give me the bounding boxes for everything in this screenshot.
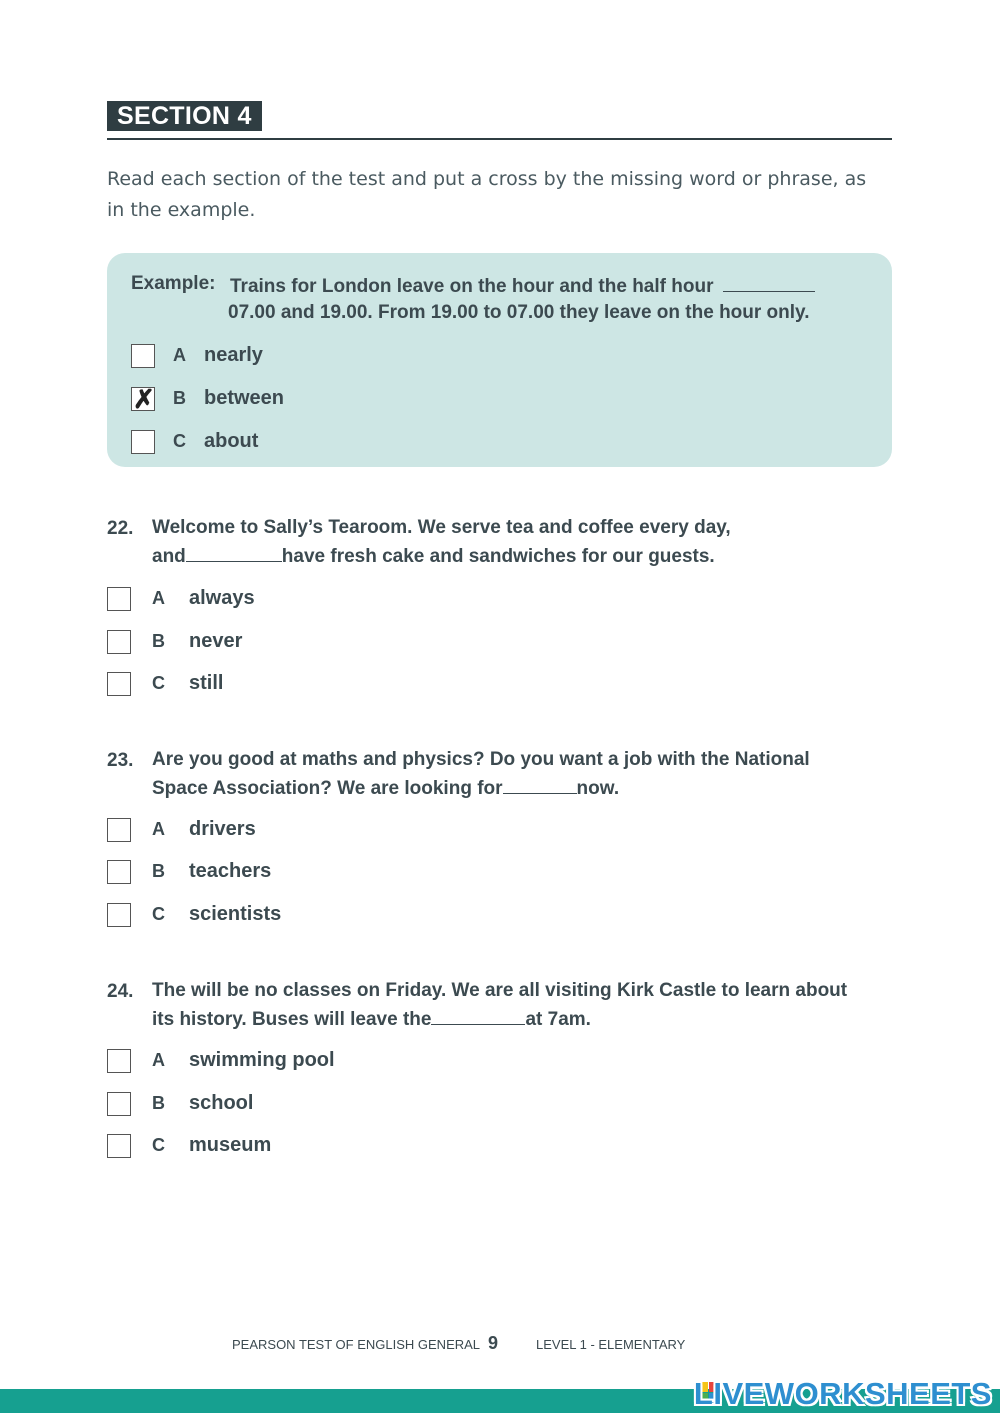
checkbox[interactable]: [107, 672, 131, 696]
section-header: [107, 101, 892, 140]
question-24-line-2: [152, 1005, 591, 1034]
option-letter: A: [152, 819, 165, 839]
question-text: have fresh cake and sandwiches for our guests.: [281, 546, 715, 567]
instructions: Read each section of the test and put a cross by the missing word or phrase, as in the example.: [107, 168, 867, 221]
checkbox[interactable]: [107, 818, 131, 842]
page-number: 9: [488, 1333, 499, 1353]
option-letter: B: [152, 631, 165, 651]
option-letter: B: [152, 861, 165, 881]
option-text: teachers: [189, 860, 272, 882]
question-text: Space Association? We are looking for: [152, 778, 503, 799]
option-letter: B: [152, 1093, 165, 1113]
option-text: school: [189, 1092, 254, 1114]
example-line-1: [230, 273, 815, 298]
question-22-line-1: Welcome to Sally’s Tearoom. We serve tea and coffee every day,: [152, 517, 731, 538]
question-23-line-1: Are you good at maths and physics? Do you want a job with the National: [152, 749, 810, 770]
option-text: museum: [189, 1134, 272, 1156]
question-text: and: [152, 546, 186, 567]
question-text: now.: [576, 778, 620, 799]
option-text: between: [204, 387, 285, 409]
option-letter: A: [152, 1050, 165, 1070]
answer-blank: [503, 775, 577, 794]
option-letter: C: [152, 1135, 165, 1155]
checkbox[interactable]: [107, 630, 131, 654]
checkbox[interactable]: [107, 1134, 131, 1158]
checkbox[interactable]: [107, 1092, 131, 1116]
option-text: drivers: [189, 818, 256, 840]
question-24-line-1: The will be no classes on Friday. We are all visiting Kirk Castle to learn about: [152, 980, 848, 1001]
question-number-24: 24.: [107, 981, 134, 1002]
option-letter: B: [173, 388, 186, 408]
option-letter: C: [173, 431, 186, 451]
option-text: nearly: [204, 344, 263, 366]
checkbox[interactable]: [107, 1049, 131, 1073]
section-title: SECTION 4: [107, 101, 262, 131]
question-text: at 7am.: [525, 1009, 591, 1030]
question-number-23: 23.: [107, 750, 134, 771]
answer-blank: [431, 1006, 525, 1025]
question-text: its history. Buses will leave the: [152, 1009, 432, 1030]
example-label: Example:: [131, 273, 216, 294]
example-box: [107, 253, 892, 467]
question-22-line-2: [152, 542, 715, 571]
answer-blank: [186, 543, 282, 562]
option-text: never: [189, 630, 243, 652]
liveworksheets-brand[interactable]: LIVEWORKSHEETS: [693, 1376, 992, 1411]
option-text: scientists: [189, 903, 282, 925]
option-letter: A: [173, 345, 186, 365]
example-line-2: 07.00 and 19.00. From 19.00 to 07.00 they leave on the hour only.: [228, 302, 810, 323]
checked-checkbox[interactable]: [131, 387, 155, 411]
checkbox[interactable]: [107, 903, 131, 927]
question-23-line-2: [152, 774, 619, 803]
option-text: always: [189, 587, 255, 609]
footer-publisher: PEARSON TEST OF ENGLISH GENERAL: [232, 1337, 481, 1352]
example-blank: [723, 273, 815, 292]
option-letter: A: [152, 588, 165, 608]
option-text: still: [189, 672, 224, 694]
checkbox[interactable]: [131, 344, 155, 368]
option-letter: C: [152, 904, 165, 924]
option-text: swimming pool: [189, 1049, 335, 1071]
footer-level: LEVEL 1 - ELEMENTARY: [536, 1337, 686, 1352]
checkbox[interactable]: [107, 587, 131, 611]
checkbox[interactable]: [131, 430, 155, 454]
option-text: about: [204, 430, 259, 452]
option-letter: C: [152, 673, 165, 693]
question-number-22: 22.: [107, 518, 134, 539]
checkbox[interactable]: [107, 860, 131, 884]
example-line-1-text: Trains for London leave on the hour and the half hour: [230, 276, 714, 297]
